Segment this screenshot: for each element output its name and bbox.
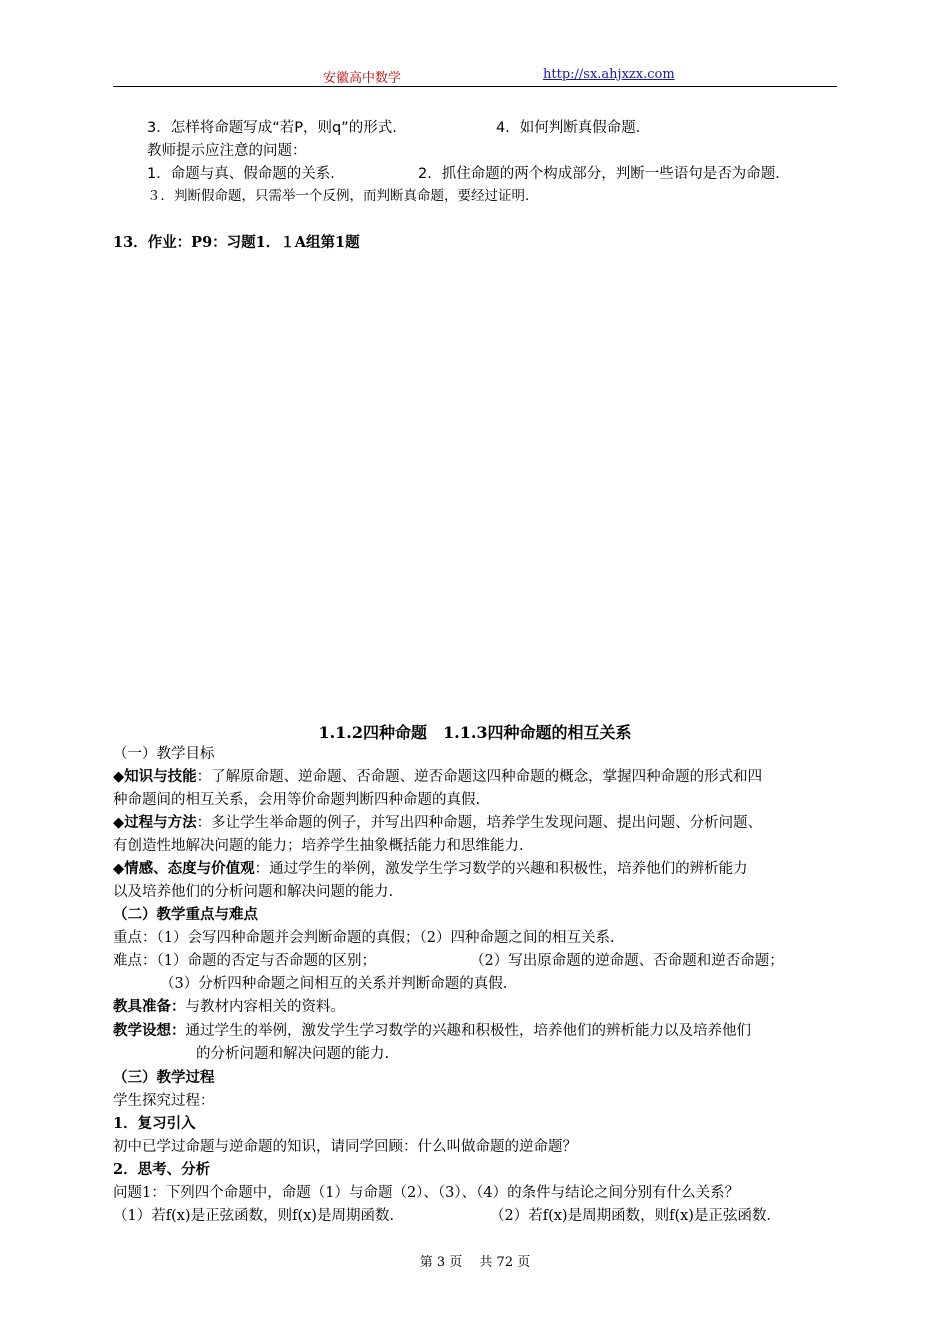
difficulty-2: （2）写出原命题的逆命题、否命题和逆否命题； [470,953,784,969]
knowledge-text: ：了解原命题、逆命题、否命题、逆否命题这四种命题的概念，掌握四种命题的形式和四 [196,769,763,785]
question-1: 问题1：下列四个命题中，命题（1）与命题（2）、（3）、（4）的条件与结论之间分别有什么关系？ [113,1185,740,1201]
knowledge-label: ◆知识与技能 [113,768,197,785]
process-line-2: 有创造性地解决问题的能力；培养学生抽象概括能力和思维能力. [113,838,524,854]
process-text: ：多让学生举命题的例子，并写出四种命题，培养学生发现问题、提出问题、分析问题、 [196,815,763,831]
tools-label: 教具准备： [113,998,186,1015]
example-1: （1）若f(x)是正弦函数，则f(x)是周期函数． [113,1208,404,1224]
emotion-text: ：通过学生的举例，激发学生学习数学的兴趣和积极性，培养他们的辨析能力 [254,861,748,877]
idea-label: 教学设想： [113,1022,186,1039]
key-points: 重点：（1）会写四种命题并会判断命题的真假；（2）四种命题之间的相互关系. [113,930,615,946]
emotion-line-2: 以及培养他们的分析问题和解决问题的能力. [113,884,394,900]
section-title: 1.1.2四种命题 1.1.3四种命题的相互关系 [318,723,632,742]
knowledge-line-2: 种命题间的相互关系，会用等价命题判断四种命题的真假. [113,792,481,808]
process-line-1 [113,813,762,833]
idea-line-1 [113,1021,751,1041]
goal-heading: （一）教学目标 [113,746,215,762]
step-2-heading: 2．思考、分析 [113,1161,211,1178]
step-1-text: 初中已学过命题与逆命题的知识，请同学回顾：什么叫做命题的逆命题？ [113,1139,577,1155]
emotion-label: ◆情感、态度与价值观 [113,860,255,877]
page-header [113,66,837,87]
process-subheading: 学生探究过程： [113,1093,215,1109]
header-url-link[interactable]: http://sx.ahjxzx.com [543,67,675,82]
difficulty-1: 难点：（1）命题的否定与否命题的区别； [113,953,376,969]
example-2: （2）若f(x)是周期函数，则f(x)是正弦函数． [490,1208,781,1224]
difficulty-3: （3）分析四种命题之间相互的关系并判断命题的真假. [160,976,508,992]
header-site-name: 安徽高中数学 [323,71,402,86]
knowledge-line-1 [113,767,762,787]
page-footer: 第 3 页 共 72 页 [419,1255,531,1270]
hint-3: ３．判断假命题，只需举一个反例，而判断真命题，要经过证明． [147,188,539,204]
question-4: 4．如何判断真假命题． [496,120,651,136]
idea-text: 通过学生的举例，激发学生学习数学的兴趣和积极性，培养他们的辨析能力以及培养他们 [185,1023,751,1039]
tools-text: 与教材内容相关的资料。 [185,999,345,1015]
question-3: 3．怎样将命题写成“若P，则q”的形式． [147,120,407,136]
process-label: ◆过程与方法 [113,814,197,831]
step-1-heading: 1．复习引入 [113,1115,196,1132]
emotion-line-1 [113,859,748,879]
key-heading: （二）教学重点与难点 [113,906,258,923]
idea-line-2: 的分析问题和解决问题的能力. [196,1046,390,1062]
hint-title: 教师提示应注意的问题： [147,143,307,159]
hint-2: 2．抓住命题的两个构成部分，判断一些语句是否为命题． [418,166,790,182]
homework: 13．作业：P9：习题1．１A组第1题 [113,234,360,251]
tools-line [113,997,345,1017]
hint-1: 1．命题与真、假命题的关系． [147,166,345,182]
process-heading: （三）教学过程 [113,1069,215,1086]
